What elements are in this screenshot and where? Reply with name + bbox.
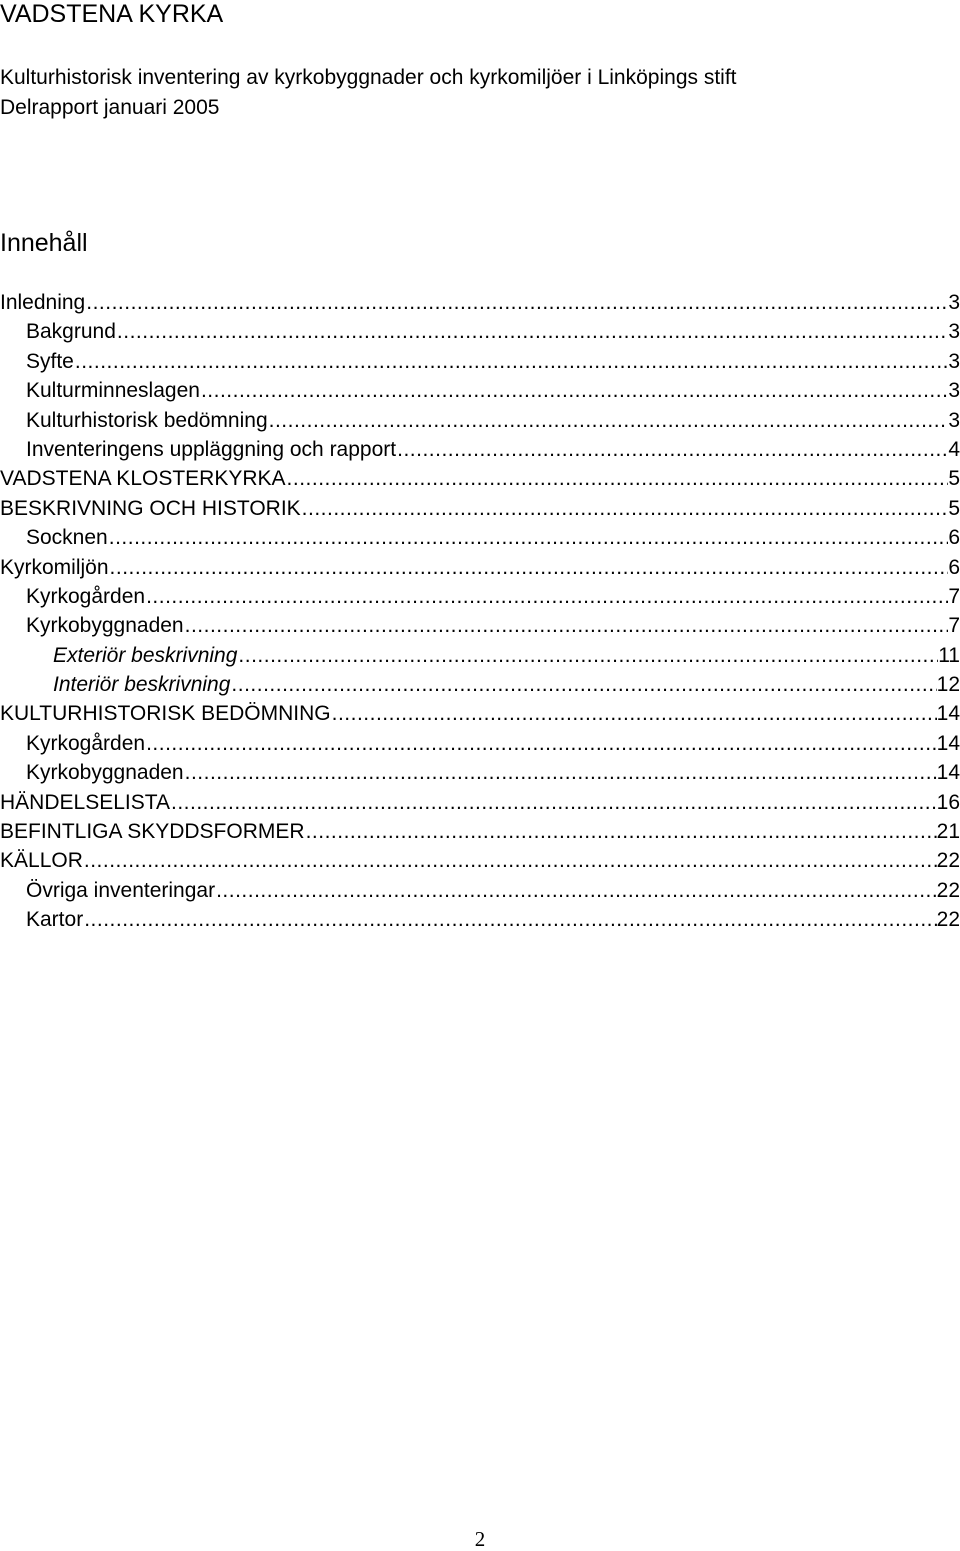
toc-entry-page: 22 (936, 849, 960, 873)
toc-entry-label: HÄNDELSELISTA (0, 790, 170, 814)
toc-entry-page: 22 (936, 878, 960, 902)
toc-leader-dots (215, 876, 937, 905)
toc-entry-label: BESKRIVNING OCH HISTORIK (0, 496, 301, 520)
toc-entry-label: VADSTENA KLOSTERKYRKA (0, 467, 286, 491)
toc-leader-dots (305, 817, 937, 846)
toc-entry[interactable] (0, 817, 960, 846)
toc-entry-page: 6 (948, 526, 960, 550)
toc-leader-dots (200, 376, 948, 405)
toc-leader-dots (145, 582, 948, 611)
document-subtitle: Kulturhistorisk inventering av kyrkobyggnader och kyrkomiljöer i Linköpings stift (0, 66, 737, 89)
toc-entry[interactable] (0, 670, 960, 699)
toc-entry[interactable] (0, 758, 960, 787)
toc-entry-page: 11 (938, 643, 960, 667)
toc-entry-page: 3 (948, 320, 960, 344)
toc-leader-dots (85, 288, 948, 317)
toc-entry-label: Övriga inventeringar (26, 878, 216, 902)
toc-entry-label: Kartor (26, 908, 84, 932)
toc-entry-page: 3 (948, 379, 960, 403)
toc-leader-dots (396, 435, 948, 464)
toc-entry[interactable] (0, 846, 960, 875)
toc-leader-dots (237, 641, 938, 670)
toc-leader-dots (74, 347, 948, 376)
toc-entry-label: Kyrkogården (26, 731, 146, 755)
toc-entry-label: Bakgrund (26, 320, 116, 344)
toc-entry-page: 5 (948, 496, 960, 520)
toc-entry-label: Kulturminneslagen (26, 379, 200, 403)
toc-entry[interactable] (0, 288, 960, 317)
toc-entry[interactable] (0, 876, 960, 905)
toc-entry[interactable] (0, 376, 960, 405)
toc-entry-page: 4 (948, 437, 960, 461)
toc-leader-dots (116, 317, 948, 346)
toc-entry[interactable] (0, 905, 960, 934)
toc-entry[interactable] (0, 553, 960, 582)
toc-entry-page: 5 (948, 467, 960, 491)
page-number: 2 (474, 1527, 486, 1551)
toc-entry-page: 21 (936, 820, 960, 844)
toc-entry-label: BEFINTLIGA SKYDDSFORMER (0, 820, 305, 844)
toc-entry[interactable] (0, 435, 960, 464)
toc-leader-dots (184, 758, 937, 787)
toc-entry-label: Inventeringens uppläggning och rapport (26, 437, 397, 461)
toc-entry-page: 14 (936, 702, 960, 726)
toc-entry-label: Kyrkobyggnaden (26, 614, 184, 638)
toc-entry[interactable] (0, 523, 960, 552)
toc-entry-page: 14 (936, 731, 960, 755)
toc-entry-page: 7 (948, 614, 960, 638)
toc-leader-dots (83, 905, 936, 934)
toc-entry-label: Interiör beskrivning (53, 673, 231, 697)
toc-entry[interactable] (0, 582, 960, 611)
toc-entry[interactable] (0, 729, 960, 758)
toc-entry[interactable] (0, 699, 960, 728)
toc-entry[interactable] (0, 406, 960, 435)
toc-leader-dots (286, 464, 949, 493)
toc-entry-label: Inledning (0, 291, 86, 314)
toc-entry-page: 3 (948, 291, 960, 314)
toc-entry-page: 14 (936, 761, 960, 785)
toc-entry-label: Kyrkobyggnaden (26, 761, 184, 785)
toc-entry-page: 22 (936, 908, 960, 932)
document-title: VADSTENA KYRKA (0, 0, 224, 28)
table-of-contents (0, 288, 960, 935)
toc-entry-page: 3 (948, 349, 960, 373)
toc-entry-label: Kyrkogården (26, 584, 146, 608)
toc-leader-dots (170, 788, 937, 817)
toc-entry[interactable] (0, 611, 960, 640)
toc-leader-dots (268, 406, 949, 435)
toc-entry-label: KÄLLOR (0, 849, 83, 873)
toc-leader-dots (230, 670, 936, 699)
toc-entry[interactable] (0, 347, 960, 376)
toc-entry-label: Syfte (26, 349, 74, 373)
toc-entry[interactable] (0, 788, 960, 817)
toc-entry[interactable] (0, 641, 960, 670)
toc-leader-dots (83, 846, 937, 875)
toc-leader-dots (108, 523, 949, 552)
toc-leader-dots (109, 553, 949, 582)
toc-leader-dots (184, 611, 949, 640)
toc-entry-page: 16 (936, 790, 960, 814)
toc-leader-dots (331, 699, 937, 728)
toc-entry-page: 7 (948, 584, 960, 608)
toc-heading: Innehåll (0, 229, 88, 257)
toc-entry-label: Socknen (26, 526, 108, 550)
toc-entry[interactable] (0, 494, 960, 523)
report-date: Delrapport januari 2005 (0, 96, 220, 119)
toc-entry-label: Kulturhistorisk bedömning (26, 408, 268, 432)
toc-leader-dots (145, 729, 937, 758)
toc-entry-label: KULTURHISTORISK BEDÖMNING (0, 702, 331, 726)
toc-entry-label: Exteriör beskrivning (53, 643, 238, 667)
toc-entry-label: Kyrkomiljön (0, 555, 109, 579)
toc-leader-dots (301, 494, 949, 523)
toc-entry[interactable] (0, 317, 960, 346)
toc-entry-page: 6 (948, 555, 960, 579)
toc-entry[interactable] (0, 464, 960, 493)
toc-entry-page: 12 (936, 673, 960, 697)
toc-entry-page: 3 (948, 408, 960, 432)
